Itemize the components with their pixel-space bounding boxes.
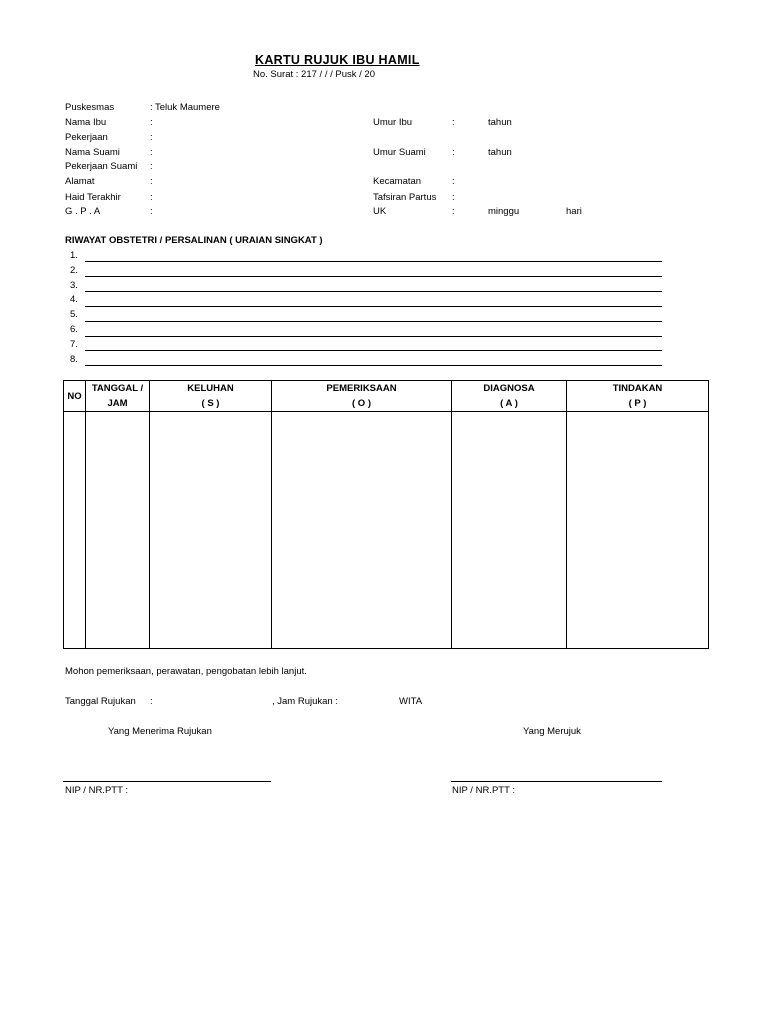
signature-line-right[interactable] [451, 781, 662, 782]
riwayat-number: 8. [70, 354, 78, 365]
label-kecamatan: Kecamatan [373, 176, 422, 187]
riwayat-number: 7. [70, 339, 78, 350]
colon: : [150, 176, 153, 187]
label-umur-suami: Umur Suami [373, 147, 426, 158]
nip-right: NIP / NR.PTT : [452, 785, 515, 796]
colon: : [452, 206, 455, 217]
column-header-pemeriksaan: PEMERIKSAAN ( O ) [272, 381, 452, 412]
label-penerima-rujukan: Yang Menerima Rujukan [108, 726, 212, 737]
table-cell[interactable] [150, 412, 272, 649]
colon: : [150, 132, 153, 143]
colon: : [452, 147, 455, 158]
riwayat-line[interactable] [85, 365, 662, 366]
column-header-no: NO [64, 381, 86, 412]
riwayat-number: 5. [70, 309, 78, 320]
label-gpa: G . P . A [65, 206, 101, 217]
table-row [64, 412, 709, 649]
riwayat-number: 1. [70, 250, 78, 261]
label-nama-ibu: Nama Ibu [65, 117, 107, 128]
table-cell[interactable] [272, 412, 452, 649]
riwayat-line[interactable] [85, 350, 662, 351]
riwayat-number: 4. [70, 294, 78, 305]
riwayat-number: 3. [70, 280, 78, 291]
riwayat-number: 6. [70, 324, 78, 335]
colon: : [452, 117, 455, 128]
column-header-diagnosa: DIAGNOSA ( A ) [452, 381, 567, 412]
colon: : [150, 161, 153, 172]
unit-tahun: tahun [488, 117, 512, 128]
label-tafsiran-partus: Tafsiran Partus [373, 192, 437, 203]
label-perujuk: Yang Merujuk [523, 726, 581, 737]
riwayat-line[interactable] [85, 321, 662, 322]
soap-table [63, 380, 709, 649]
table-cell[interactable] [64, 412, 86, 649]
label-haid-terakhir: Haid Terakhir [65, 192, 121, 203]
riwayat-heading: RIWAYAT OBSTETRI / PERSALINAN ( URAIAN SINGKAT ) [65, 235, 323, 246]
label-wita: WITA [399, 696, 423, 707]
unit-hari: hari [566, 206, 582, 217]
column-header-keluhan: KELUHAN ( S ) [150, 381, 272, 412]
label-umur-ibu: Umur Ibu [373, 117, 413, 128]
label-tanggal-rujukan: Tanggal Rujukan [65, 696, 136, 707]
nip-left: NIP / NR.PTT : [65, 785, 128, 796]
value-puskesmas: Teluk Maumere [155, 102, 220, 113]
unit-tahun: tahun [488, 147, 512, 158]
table-header-row [64, 381, 709, 412]
colon: : [452, 176, 455, 187]
page-title: KARTU RUJUK IBU HAMIL [255, 53, 420, 67]
label-puskesmas: Puskesmas [65, 102, 115, 113]
table-cell[interactable] [86, 412, 150, 649]
label-nama-suami: Nama Suami [65, 147, 120, 158]
colon: : [150, 206, 153, 217]
table-cell[interactable] [567, 412, 709, 649]
riwayat-line[interactable] [85, 306, 662, 307]
riwayat-line[interactable] [85, 261, 662, 262]
column-header-tindakan: TINDAKAN ( P ) [567, 381, 709, 412]
colon: : [150, 192, 153, 203]
table-cell[interactable] [452, 412, 567, 649]
colon: : [150, 102, 153, 113]
label-alamat: Alamat [65, 176, 95, 187]
riwayat-line[interactable] [85, 336, 662, 337]
label-pekerjaan-suami: Pekerjaan Suami [65, 161, 138, 172]
colon: : [150, 117, 153, 128]
colon: : [452, 192, 455, 203]
riwayat-line[interactable] [85, 276, 662, 277]
request-note: Mohon pemeriksaan, perawatan, pengobatan lebih lanjut. [65, 666, 307, 677]
label-pekerjaan: Pekerjaan [65, 132, 108, 143]
no-surat: No. Surat : 217 / / / Pusk / 20 [253, 69, 375, 80]
signature-line-left[interactable] [63, 781, 271, 782]
riwayat-line[interactable] [85, 291, 662, 292]
colon: : [150, 147, 153, 158]
label-jam-rujukan: , Jam Rujukan : [272, 696, 338, 707]
riwayat-number: 2. [70, 265, 78, 276]
colon: : [150, 696, 153, 707]
column-header-tanggal: TANGGAL / JAM [86, 381, 150, 412]
label-uk: UK [373, 206, 387, 217]
unit-minggu: minggu [488, 206, 520, 217]
